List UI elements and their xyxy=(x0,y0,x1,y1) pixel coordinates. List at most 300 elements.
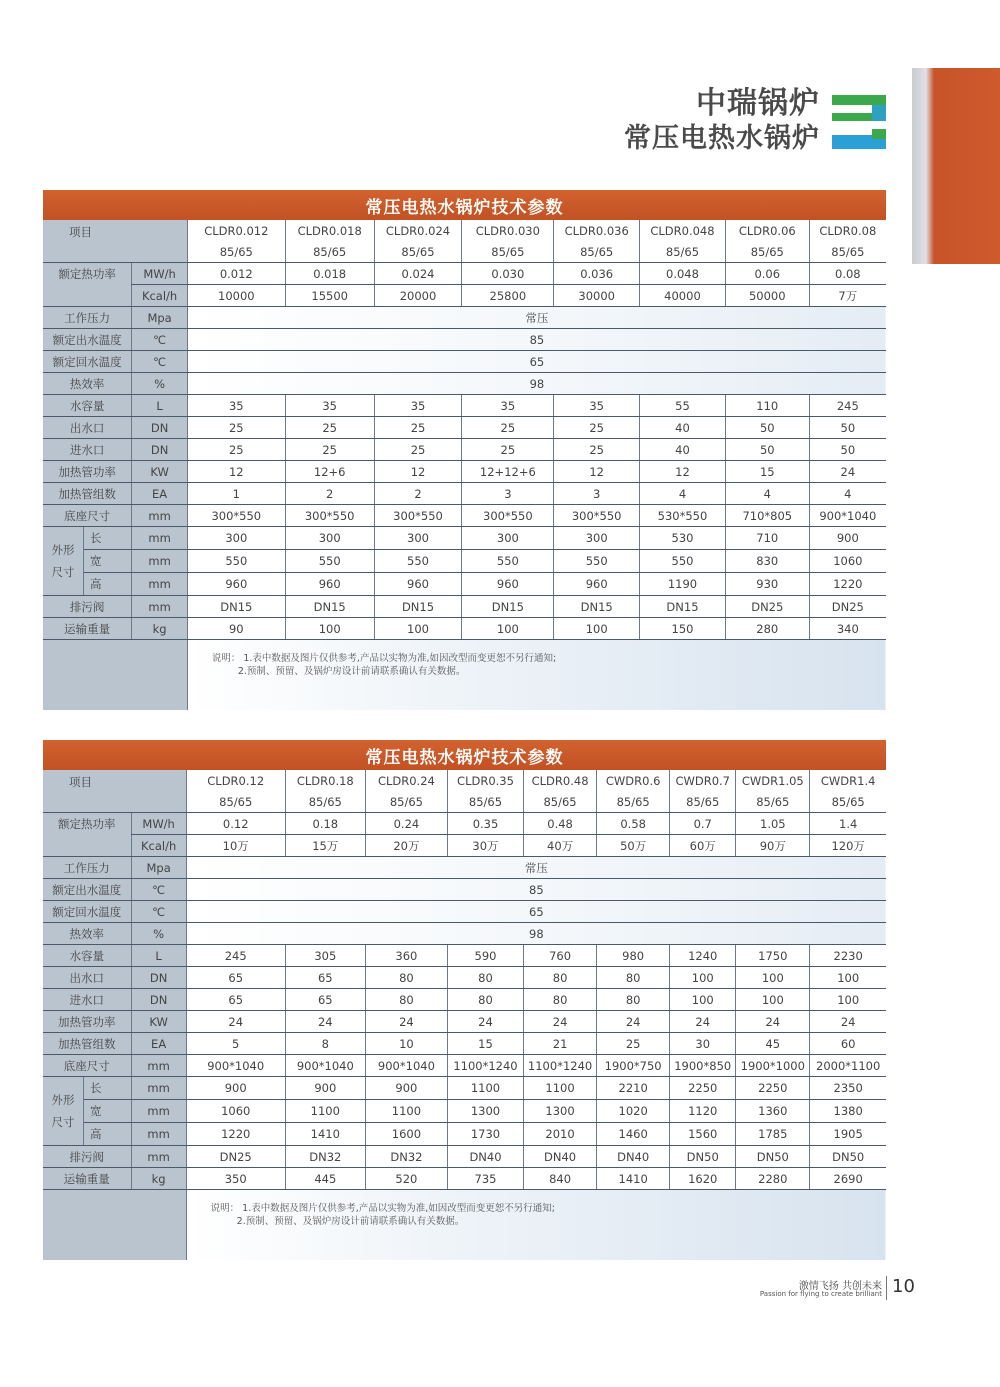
value-cell: 2210 xyxy=(597,1077,670,1100)
value-cell: 25 xyxy=(462,439,554,461)
notes-text xyxy=(187,640,886,711)
footer-slogan-en: Passion for flying to create brilliant xyxy=(759,1290,882,1298)
model-name: CLDR0.12 xyxy=(186,770,285,791)
dimension-row xyxy=(43,1100,886,1123)
value-cell: 0.12 xyxy=(186,813,285,835)
model-temp: 85/65 xyxy=(365,791,447,813)
model-temp: 85/65 xyxy=(640,241,726,263)
value-cell: DN15 xyxy=(554,596,640,618)
row-label: 工作压力 xyxy=(43,307,132,329)
value-cell: 25 xyxy=(554,439,640,461)
row-unit: DN xyxy=(131,967,186,989)
rated-power-kcal-row xyxy=(43,285,886,307)
value-cell: 25 xyxy=(554,417,640,439)
row-unit: DN xyxy=(131,989,186,1011)
value-cell: 0.35 xyxy=(447,813,523,835)
value-cell: 80 xyxy=(365,967,447,989)
value-cell: 12+12+6 xyxy=(462,461,554,483)
value-cell: 35 xyxy=(285,395,374,417)
value-cell: 1900*1000 xyxy=(736,1055,810,1077)
value-cell: 530*550 xyxy=(640,505,726,527)
value-cell: 300 xyxy=(187,527,285,550)
spec-row xyxy=(43,1033,886,1055)
model-name-row xyxy=(43,770,886,791)
row-unit: ℃ xyxy=(131,879,186,901)
model-temp: 85/65 xyxy=(809,241,886,263)
row-unit: DN xyxy=(132,439,188,461)
row-label: 进水口 xyxy=(43,439,132,461)
value-cell: 0.024 xyxy=(374,263,462,285)
model-name: CLDR0.048 xyxy=(640,220,726,241)
table-title-row xyxy=(43,190,886,220)
value-cell: 24 xyxy=(597,1011,670,1033)
value-cell: DN25 xyxy=(186,1146,285,1168)
value-cell: 1190 xyxy=(640,573,726,596)
model-temp: 85/65 xyxy=(670,791,736,813)
value-cell: 1750 xyxy=(736,945,810,967)
value-cell: 100 xyxy=(810,967,886,989)
dimension-label-line2: 尺寸 xyxy=(51,1115,75,1129)
shared-value: 常压 xyxy=(187,307,886,329)
value-cell: 900*1040 xyxy=(186,1055,285,1077)
dimension-label-line1: 外形 xyxy=(51,1093,75,1107)
value-cell: 900 xyxy=(365,1077,447,1100)
table-title: 常压电热水锅炉技术参数 xyxy=(43,190,886,220)
value-cell: DN32 xyxy=(365,1146,447,1168)
value-cell: 0.24 xyxy=(365,813,447,835)
model-name: CWDR1.05 xyxy=(736,770,810,791)
model-name-row xyxy=(43,220,886,241)
row-unit: Kcal/h xyxy=(131,835,186,857)
value-cell: 2280 xyxy=(736,1168,810,1190)
value-cell: 1730 xyxy=(447,1123,523,1146)
value-cell: 445 xyxy=(285,1168,365,1190)
row-unit: MW/h xyxy=(132,263,188,285)
value-cell: 25 xyxy=(374,417,462,439)
row-unit: DN xyxy=(132,417,188,439)
row-unit: L xyxy=(132,395,188,417)
model-temp: 85/65 xyxy=(374,241,462,263)
value-cell: 900 xyxy=(186,1077,285,1100)
notes-label-spacer xyxy=(43,1190,186,1261)
value-cell: 80 xyxy=(365,989,447,1011)
value-cell: 0.58 xyxy=(597,813,670,835)
value-cell: 830 xyxy=(725,550,809,573)
spec-row xyxy=(43,505,886,527)
value-cell: DN50 xyxy=(810,1146,886,1168)
row-label: 额定出水温度 xyxy=(43,879,131,901)
model-name: CLDR0.012 xyxy=(187,220,285,241)
brand-header xyxy=(624,86,820,156)
value-cell: 25 xyxy=(374,439,462,461)
model-name: CWDR1.4 xyxy=(810,770,886,791)
value-cell: 15500 xyxy=(285,285,374,307)
dimension-sub-label: 宽 xyxy=(84,1100,131,1123)
value-cell: DN15 xyxy=(462,596,554,618)
value-cell: 65 xyxy=(285,989,365,1011)
value-cell: 65 xyxy=(285,967,365,989)
row-label: 额定回水温度 xyxy=(43,901,131,923)
value-cell: 40000 xyxy=(640,285,726,307)
value-cell: 25 xyxy=(285,417,374,439)
value-cell: 25 xyxy=(187,439,285,461)
shared-value: 98 xyxy=(186,923,886,945)
spec-row xyxy=(43,417,886,439)
model-temp: 85/65 xyxy=(736,791,810,813)
value-cell: 25 xyxy=(187,417,285,439)
value-cell: 21 xyxy=(524,1033,597,1055)
company-logo-icon xyxy=(826,87,892,155)
header-label: 项目 xyxy=(43,770,186,813)
value-cell: 25 xyxy=(597,1033,670,1055)
model-temp: 85/65 xyxy=(597,791,670,813)
value-cell: 24 xyxy=(670,1011,736,1033)
row-label: 出水口 xyxy=(43,417,132,439)
value-cell: 0.7 xyxy=(670,813,736,835)
shared-value: 常压 xyxy=(186,857,886,879)
row-unit: KW xyxy=(131,1011,186,1033)
value-cell: 1020 xyxy=(597,1100,670,1123)
row-label: 额定热功率 xyxy=(43,263,132,307)
note-line: 2.预制、预留、及锅炉房设计前请联系确认有关数据。 xyxy=(236,1216,465,1227)
value-cell: 50 xyxy=(809,439,886,461)
model-name: CWDR0.7 xyxy=(670,770,736,791)
value-cell: 25 xyxy=(285,439,374,461)
model-temp: 85/65 xyxy=(285,791,365,813)
value-cell: 1620 xyxy=(670,1168,736,1190)
value-cell: 2230 xyxy=(810,945,886,967)
value-cell: 1785 xyxy=(736,1123,810,1146)
value-cell: 24 xyxy=(447,1011,523,1033)
value-cell: 530 xyxy=(640,527,726,550)
row-unit: EA xyxy=(131,1033,186,1055)
value-cell: 1900*850 xyxy=(670,1055,736,1077)
value-cell: 12 xyxy=(640,461,726,483)
value-cell: 1.4 xyxy=(810,813,886,835)
value-cell: 550 xyxy=(374,550,462,573)
value-cell: 24 xyxy=(365,1011,447,1033)
value-cell: 0.08 xyxy=(809,263,886,285)
value-cell: 7万 xyxy=(809,285,886,307)
value-cell: 1240 xyxy=(670,945,736,967)
value-cell: 150 xyxy=(640,618,726,640)
value-cell: 550 xyxy=(462,550,554,573)
value-cell: 12 xyxy=(374,461,462,483)
dimension-row xyxy=(43,1077,886,1100)
row-unit: kg xyxy=(131,1168,186,1190)
value-cell: 50 xyxy=(809,417,886,439)
value-cell: 1560 xyxy=(670,1123,736,1146)
value-cell: 15万 xyxy=(285,835,365,857)
row-unit: mm xyxy=(131,1146,186,1168)
value-cell: 10000 xyxy=(187,285,285,307)
value-cell: 90万 xyxy=(736,835,810,857)
dimension-sub-label: 长 xyxy=(84,1077,131,1100)
dimension-label xyxy=(43,527,132,596)
model-temp: 85/65 xyxy=(462,241,554,263)
value-cell: 930 xyxy=(725,573,809,596)
value-cell: 360 xyxy=(365,945,447,967)
value-cell: 0.48 xyxy=(524,813,597,835)
value-cell: 550 xyxy=(640,550,726,573)
value-cell: 50000 xyxy=(725,285,809,307)
value-cell: DN15 xyxy=(374,596,462,618)
table-title: 常压电热水锅炉技术参数 xyxy=(43,740,886,770)
value-cell: DN40 xyxy=(597,1146,670,1168)
page-number: 10 xyxy=(892,1276,915,1297)
row-label: 水容量 xyxy=(43,945,131,967)
value-cell: 15 xyxy=(447,1033,523,1055)
dimension-row xyxy=(43,527,886,550)
value-cell: 24 xyxy=(524,1011,597,1033)
value-cell: 2000*1100 xyxy=(810,1055,886,1077)
value-cell: 1100*1240 xyxy=(524,1055,597,1077)
value-cell: 710 xyxy=(725,527,809,550)
value-cell: 590 xyxy=(447,945,523,967)
spec-table-2 xyxy=(43,740,886,1260)
row-unit: mm xyxy=(132,550,188,573)
row-unit: Kcal/h xyxy=(132,285,188,307)
value-cell: 960 xyxy=(374,573,462,596)
value-cell: 35 xyxy=(374,395,462,417)
value-cell: 100 xyxy=(810,989,886,1011)
value-cell: 50 xyxy=(725,439,809,461)
spec-row xyxy=(43,967,886,989)
model-name: CWDR0.6 xyxy=(597,770,670,791)
value-cell: 30 xyxy=(670,1033,736,1055)
row-unit: mm xyxy=(132,573,188,596)
row-label: 热效率 xyxy=(43,373,132,395)
model-temp: 85/65 xyxy=(810,791,886,813)
model-name: CLDR0.06 xyxy=(725,220,809,241)
row-label: 底座尺寸 xyxy=(43,1055,131,1077)
row-unit: MW/h xyxy=(131,813,186,835)
spec-row xyxy=(43,989,886,1011)
row-unit: % xyxy=(132,373,188,395)
side-color-tab xyxy=(912,68,1000,264)
value-cell: 1100 xyxy=(524,1077,597,1100)
row-unit: kg xyxy=(132,618,188,640)
row-label: 水容量 xyxy=(43,395,132,417)
model-temp: 85/65 xyxy=(554,241,640,263)
dimension-sub-label: 高 xyxy=(90,577,102,591)
spec-row xyxy=(43,945,886,967)
value-cell: 80 xyxy=(597,989,670,1011)
rated-power-mw-row xyxy=(43,263,886,285)
value-cell: 960 xyxy=(187,573,285,596)
value-cell: 65 xyxy=(186,967,285,989)
value-cell: 12 xyxy=(554,461,640,483)
row-label: 出水口 xyxy=(43,967,131,989)
value-cell: 40 xyxy=(640,417,726,439)
value-cell: 2350 xyxy=(810,1077,886,1100)
footer-separator xyxy=(886,1276,887,1300)
value-cell: 30000 xyxy=(554,285,640,307)
model-name: CLDR0.24 xyxy=(365,770,447,791)
notes-row xyxy=(43,1190,886,1261)
dimension-label xyxy=(43,1077,131,1146)
value-cell: 25 xyxy=(462,417,554,439)
value-cell: 900*1040 xyxy=(365,1055,447,1077)
value-cell: DN15 xyxy=(187,596,285,618)
shared-row xyxy=(43,879,886,901)
value-cell: 300*550 xyxy=(374,505,462,527)
spec-row xyxy=(43,1168,886,1190)
value-cell: DN50 xyxy=(670,1146,736,1168)
value-cell: 24 xyxy=(285,1011,365,1033)
shared-value: 65 xyxy=(186,901,886,923)
spec-row xyxy=(43,439,886,461)
value-cell: 1410 xyxy=(597,1168,670,1190)
value-cell: 1.05 xyxy=(736,813,810,835)
value-cell: 735 xyxy=(447,1168,523,1190)
row-unit: ℃ xyxy=(132,329,188,351)
value-cell: 300*550 xyxy=(462,505,554,527)
dimension-label-line2: 尺寸 xyxy=(51,565,75,579)
row-label: 加热管组数 xyxy=(43,483,132,505)
value-cell: 340 xyxy=(809,618,886,640)
value-cell: 710*805 xyxy=(725,505,809,527)
value-cell: 300*550 xyxy=(187,505,285,527)
value-cell: 1460 xyxy=(597,1123,670,1146)
model-name: CLDR0.18 xyxy=(285,770,365,791)
spec-row xyxy=(43,461,886,483)
value-cell: 1060 xyxy=(809,550,886,573)
value-cell: 60 xyxy=(810,1033,886,1055)
value-cell: 3 xyxy=(554,483,640,505)
shared-value: 65 xyxy=(187,351,886,373)
value-cell: 24 xyxy=(186,1011,285,1033)
table-title-row xyxy=(43,740,886,770)
value-cell: 100 xyxy=(285,618,374,640)
value-cell: 80 xyxy=(524,989,597,1011)
value-cell: 2010 xyxy=(524,1123,597,1146)
value-cell: 3 xyxy=(462,483,554,505)
value-cell: 40 xyxy=(640,439,726,461)
value-cell: 2 xyxy=(285,483,374,505)
value-cell: 12+6 xyxy=(285,461,374,483)
value-cell: 0.012 xyxy=(187,263,285,285)
row-unit: EA xyxy=(132,483,188,505)
shared-value: 85 xyxy=(186,879,886,901)
value-cell: 100 xyxy=(462,618,554,640)
shared-row xyxy=(43,857,886,879)
value-cell: 80 xyxy=(447,967,523,989)
value-cell: 25800 xyxy=(462,285,554,307)
value-cell: 35 xyxy=(462,395,554,417)
value-cell: 35 xyxy=(554,395,640,417)
value-cell: 1360 xyxy=(736,1100,810,1123)
row-unit: mm xyxy=(131,1123,186,1146)
value-cell: 100 xyxy=(670,967,736,989)
row-unit: Mpa xyxy=(132,307,188,329)
note-line: 说明： 1.表中数据及图片仅供参考,产品以实物为准,如因改型而变更恕不另行通知; xyxy=(210,1203,555,1214)
rated-power-mw-row xyxy=(43,813,886,835)
product-title: 常压电热水锅炉 xyxy=(624,123,820,154)
model-temp: 85/65 xyxy=(186,791,285,813)
value-cell: 300 xyxy=(462,527,554,550)
value-cell: 1100*1240 xyxy=(447,1055,523,1077)
value-cell: DN32 xyxy=(285,1146,365,1168)
value-cell: DN15 xyxy=(640,596,726,618)
value-cell: 245 xyxy=(186,945,285,967)
value-cell: DN40 xyxy=(524,1146,597,1168)
spec-row xyxy=(43,483,886,505)
value-cell: 110 xyxy=(725,395,809,417)
row-label: 排污阀 xyxy=(43,1146,131,1168)
row-label: 工作压力 xyxy=(43,857,131,879)
shared-value: 85 xyxy=(187,329,886,351)
model-temp: 85/65 xyxy=(285,241,374,263)
value-cell: 840 xyxy=(524,1168,597,1190)
value-cell: 960 xyxy=(285,573,374,596)
value-cell: 980 xyxy=(597,945,670,967)
value-cell: 12 xyxy=(187,461,285,483)
notes-row xyxy=(43,640,886,711)
shared-row xyxy=(43,329,886,351)
value-cell: 305 xyxy=(285,945,365,967)
value-cell: 55 xyxy=(640,395,726,417)
value-cell: 2250 xyxy=(736,1077,810,1100)
value-cell: 0.06 xyxy=(725,263,809,285)
value-cell: 100 xyxy=(736,967,810,989)
row-unit: mm xyxy=(132,596,188,618)
value-cell: 2250 xyxy=(670,1077,736,1100)
model-name: CLDR0.018 xyxy=(285,220,374,241)
notes-label-spacer xyxy=(43,640,187,711)
value-cell: 4 xyxy=(809,483,886,505)
notes-text xyxy=(186,1190,886,1261)
value-cell: 50万 xyxy=(597,835,670,857)
value-cell: 350 xyxy=(186,1168,285,1190)
value-cell: 100 xyxy=(374,618,462,640)
value-cell: 100 xyxy=(736,989,810,1011)
value-cell: 1120 xyxy=(670,1100,736,1123)
value-cell: DN15 xyxy=(285,596,374,618)
value-cell: 1220 xyxy=(809,573,886,596)
value-cell: 960 xyxy=(554,573,640,596)
spec-table-1 xyxy=(43,190,886,710)
value-cell: 4 xyxy=(640,483,726,505)
spec-row xyxy=(43,1011,886,1033)
value-cell: 300*550 xyxy=(554,505,640,527)
row-label: 加热管功率 xyxy=(43,461,132,483)
value-cell: 24 xyxy=(809,461,886,483)
brand-name: 中瑞锅炉 xyxy=(696,86,820,121)
value-cell: 300*550 xyxy=(285,505,374,527)
row-label: 热效率 xyxy=(43,923,131,945)
value-cell: 20万 xyxy=(365,835,447,857)
value-cell: 80 xyxy=(524,967,597,989)
note-line: 2.预制、预留、及锅炉房设计前请联系确认有关数据。 xyxy=(237,666,466,677)
row-label: 运输重量 xyxy=(43,1168,131,1190)
header-label: 项目 xyxy=(43,220,187,263)
value-cell: 0.036 xyxy=(554,263,640,285)
value-cell: 520 xyxy=(365,1168,447,1190)
row-label: 底座尺寸 xyxy=(43,505,132,527)
value-cell: 550 xyxy=(285,550,374,573)
value-cell: 2 xyxy=(374,483,462,505)
value-cell: 15 xyxy=(725,461,809,483)
row-unit: KW xyxy=(132,461,188,483)
shared-row xyxy=(43,307,886,329)
row-label: 加热管组数 xyxy=(43,1033,131,1055)
model-temp: 85/65 xyxy=(447,791,523,813)
value-cell: 100 xyxy=(554,618,640,640)
footer-slogan-cn: 激情飞扬 共创未来 xyxy=(798,1281,882,1292)
value-cell: 1905 xyxy=(810,1123,886,1146)
row-label: 额定出水温度 xyxy=(43,329,132,351)
